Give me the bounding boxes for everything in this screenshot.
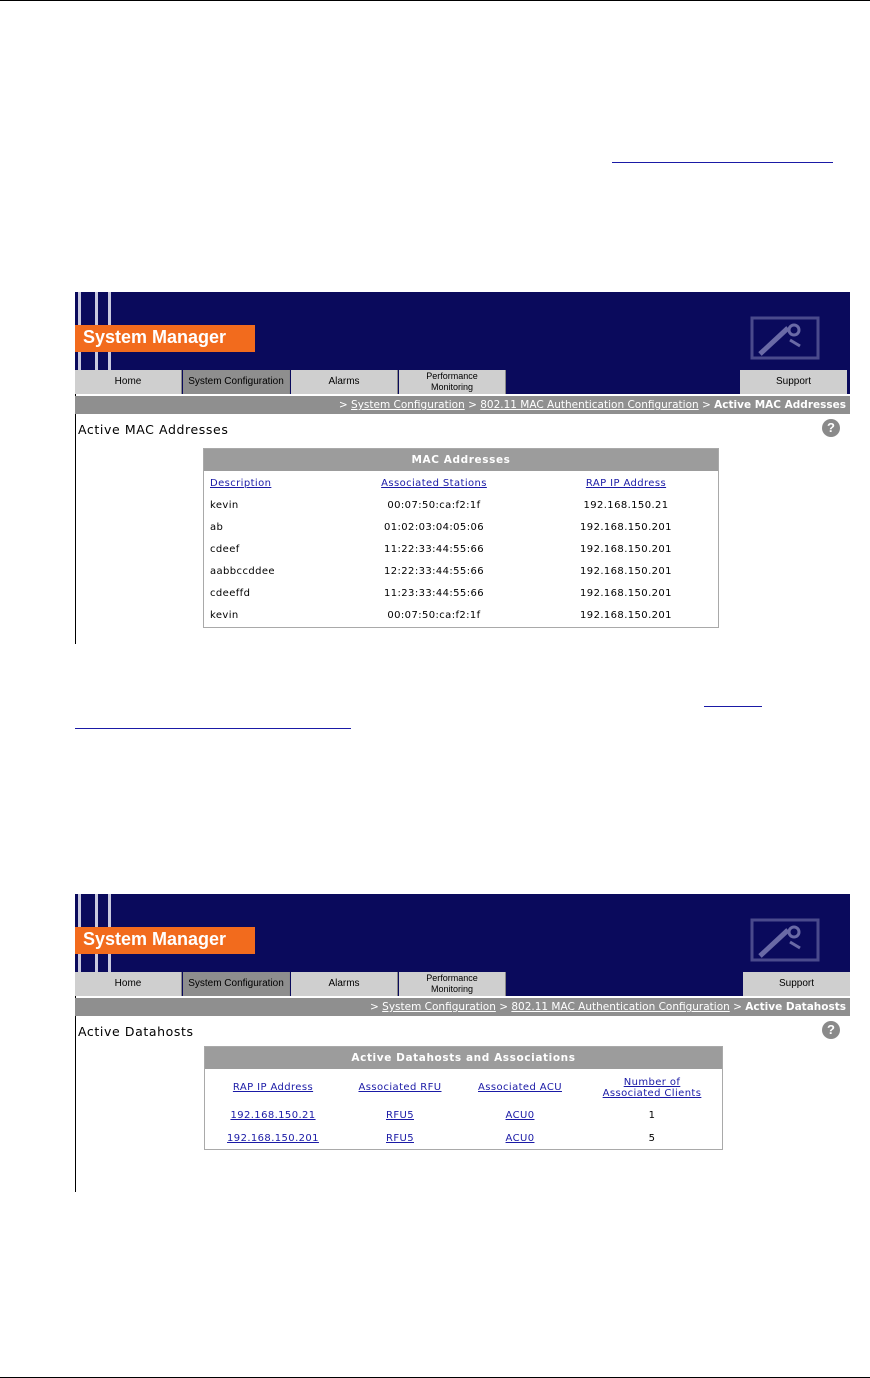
nav-performance-line1: Performance xyxy=(426,371,478,381)
nav-home[interactable]: Home xyxy=(75,370,182,394)
tools-icon xyxy=(750,918,822,964)
table-cell-station: 11:23:33:44:55:66 xyxy=(384,588,484,599)
page-title: Active MAC Addresses xyxy=(78,422,229,437)
nav-performance-line2: Monitoring xyxy=(430,382,474,392)
app-logo: System Manager xyxy=(75,927,255,954)
nav-home[interactable]: Home xyxy=(75,972,182,996)
table-title: MAC Addresses xyxy=(204,449,718,471)
table-cell-rap-ip: 192.168.150.201 xyxy=(580,588,672,599)
page-title: Active Datahosts xyxy=(78,1024,194,1039)
doc-link-top[interactable] xyxy=(612,162,833,163)
nav-system-configuration[interactable]: System Configuration xyxy=(183,370,290,394)
table-cell-rap-ip: 192.168.150.201 xyxy=(580,566,672,577)
table-cell-rfu[interactable]: RFU5 xyxy=(386,1110,414,1121)
breadcrumb-system-configuration[interactable]: System Configuration xyxy=(382,1001,496,1013)
table-cell-rap-ip: 192.168.150.21 xyxy=(583,500,669,511)
table-cell-description: kevin xyxy=(210,610,239,621)
help-icon[interactable]: ? xyxy=(822,419,840,437)
nav-bar xyxy=(75,972,850,996)
column-header-associated-acu[interactable]: Associated ACU xyxy=(478,1082,562,1093)
nav-system-configuration[interactable]: System Configuration xyxy=(183,972,290,996)
breadcrumb: > System Configuration > 802.11 MAC Authentication Configuration > Active MAC Addresses xyxy=(75,396,850,414)
app-logo: System Manager xyxy=(75,325,255,352)
breadcrumb-mac-auth-config[interactable]: 802.11 MAC Authentication Configuration xyxy=(511,1001,730,1013)
header-banner xyxy=(75,292,850,370)
table-cell-description: cdeeffd xyxy=(210,588,251,599)
table-cell-rap-ip[interactable]: 192.168.150.201 xyxy=(227,1133,319,1144)
breadcrumb: > System Configuration > 802.11 MAC Authentication Configuration > Active Datahosts xyxy=(75,998,850,1016)
mac-addresses-table xyxy=(203,448,719,628)
table-cell-rap-ip: 192.168.150.201 xyxy=(580,610,672,621)
nav-alarms[interactable]: Alarms xyxy=(291,370,398,394)
column-header-line2: Associated Clients xyxy=(602,1088,702,1099)
column-header-description[interactable]: Description xyxy=(210,478,272,489)
screenshot-active-mac-addresses xyxy=(75,292,850,644)
doc-link-middle-b[interactable] xyxy=(75,728,351,729)
table-cell-rfu[interactable]: RFU5 xyxy=(386,1133,414,1144)
table-cell-acu[interactable]: ACU0 xyxy=(505,1133,535,1144)
top-rule xyxy=(0,0,870,1)
table-title: Active Datahosts and Associations xyxy=(205,1047,722,1069)
table-cell-description: kevin xyxy=(210,500,239,511)
table-cell-station: 12:22:33:44:55:66 xyxy=(384,566,484,577)
column-header-rap-ip[interactable]: RAP IP Address xyxy=(585,478,667,489)
nav-performance-line2: Monitoring xyxy=(430,984,474,994)
tools-icon xyxy=(750,316,822,362)
breadcrumb-current: Active MAC Addresses xyxy=(714,399,846,411)
column-header-associated-stations[interactable]: Associated Stations xyxy=(381,478,487,489)
nav-support[interactable]: Support xyxy=(740,370,847,394)
table-cell-station: 00:07:50:ca:f2:1f xyxy=(387,500,481,511)
table-cell-station: 11:22:33:44:55:66 xyxy=(384,544,484,555)
column-header-line1: Number of xyxy=(623,1077,681,1088)
table-cell-acu[interactable]: ACU0 xyxy=(505,1110,535,1121)
table-cell-clients: 1 xyxy=(648,1110,656,1121)
nav-performance-monitoring[interactable] xyxy=(399,972,506,996)
help-icon[interactable]: ? xyxy=(822,1021,840,1039)
nav-bar xyxy=(75,370,850,394)
table-cell-station: 00:07:50:ca:f2:1f xyxy=(387,610,481,621)
breadcrumb-current: Active Datahosts xyxy=(745,1001,846,1013)
nav-alarms[interactable]: Alarms xyxy=(291,972,398,996)
nav-performance-line1: Performance xyxy=(426,973,478,983)
table-cell-rap-ip: 192.168.150.201 xyxy=(580,544,672,555)
table-cell-station: 01:02:03:04:05:06 xyxy=(384,522,484,533)
table-cell-rap-ip[interactable]: 192.168.150.21 xyxy=(230,1110,316,1121)
column-header-number-of-clients[interactable] xyxy=(587,1077,717,1099)
nav-performance-monitoring[interactable] xyxy=(399,370,506,394)
table-cell-description: aabbccddee xyxy=(210,566,275,577)
table-cell-clients: 5 xyxy=(648,1133,656,1144)
column-header-associated-rfu[interactable]: Associated RFU xyxy=(358,1082,442,1093)
screenshot-active-datahosts xyxy=(75,894,850,1192)
table-cell-description: ab xyxy=(210,522,224,533)
nav-support[interactable]: Support xyxy=(743,972,850,996)
active-datahosts-table xyxy=(204,1046,723,1150)
table-cell-rap-ip: 192.168.150.201 xyxy=(580,522,672,533)
breadcrumb-mac-auth-config[interactable]: 802.11 MAC Authentication Configuration xyxy=(480,399,699,411)
column-header-rap-ip[interactable]: RAP IP Address xyxy=(232,1082,314,1093)
doc-link-middle-a[interactable] xyxy=(704,706,762,707)
table-cell-description: cdeef xyxy=(210,544,240,555)
header-banner xyxy=(75,894,850,972)
breadcrumb-system-configuration[interactable]: System Configuration xyxy=(351,399,465,411)
